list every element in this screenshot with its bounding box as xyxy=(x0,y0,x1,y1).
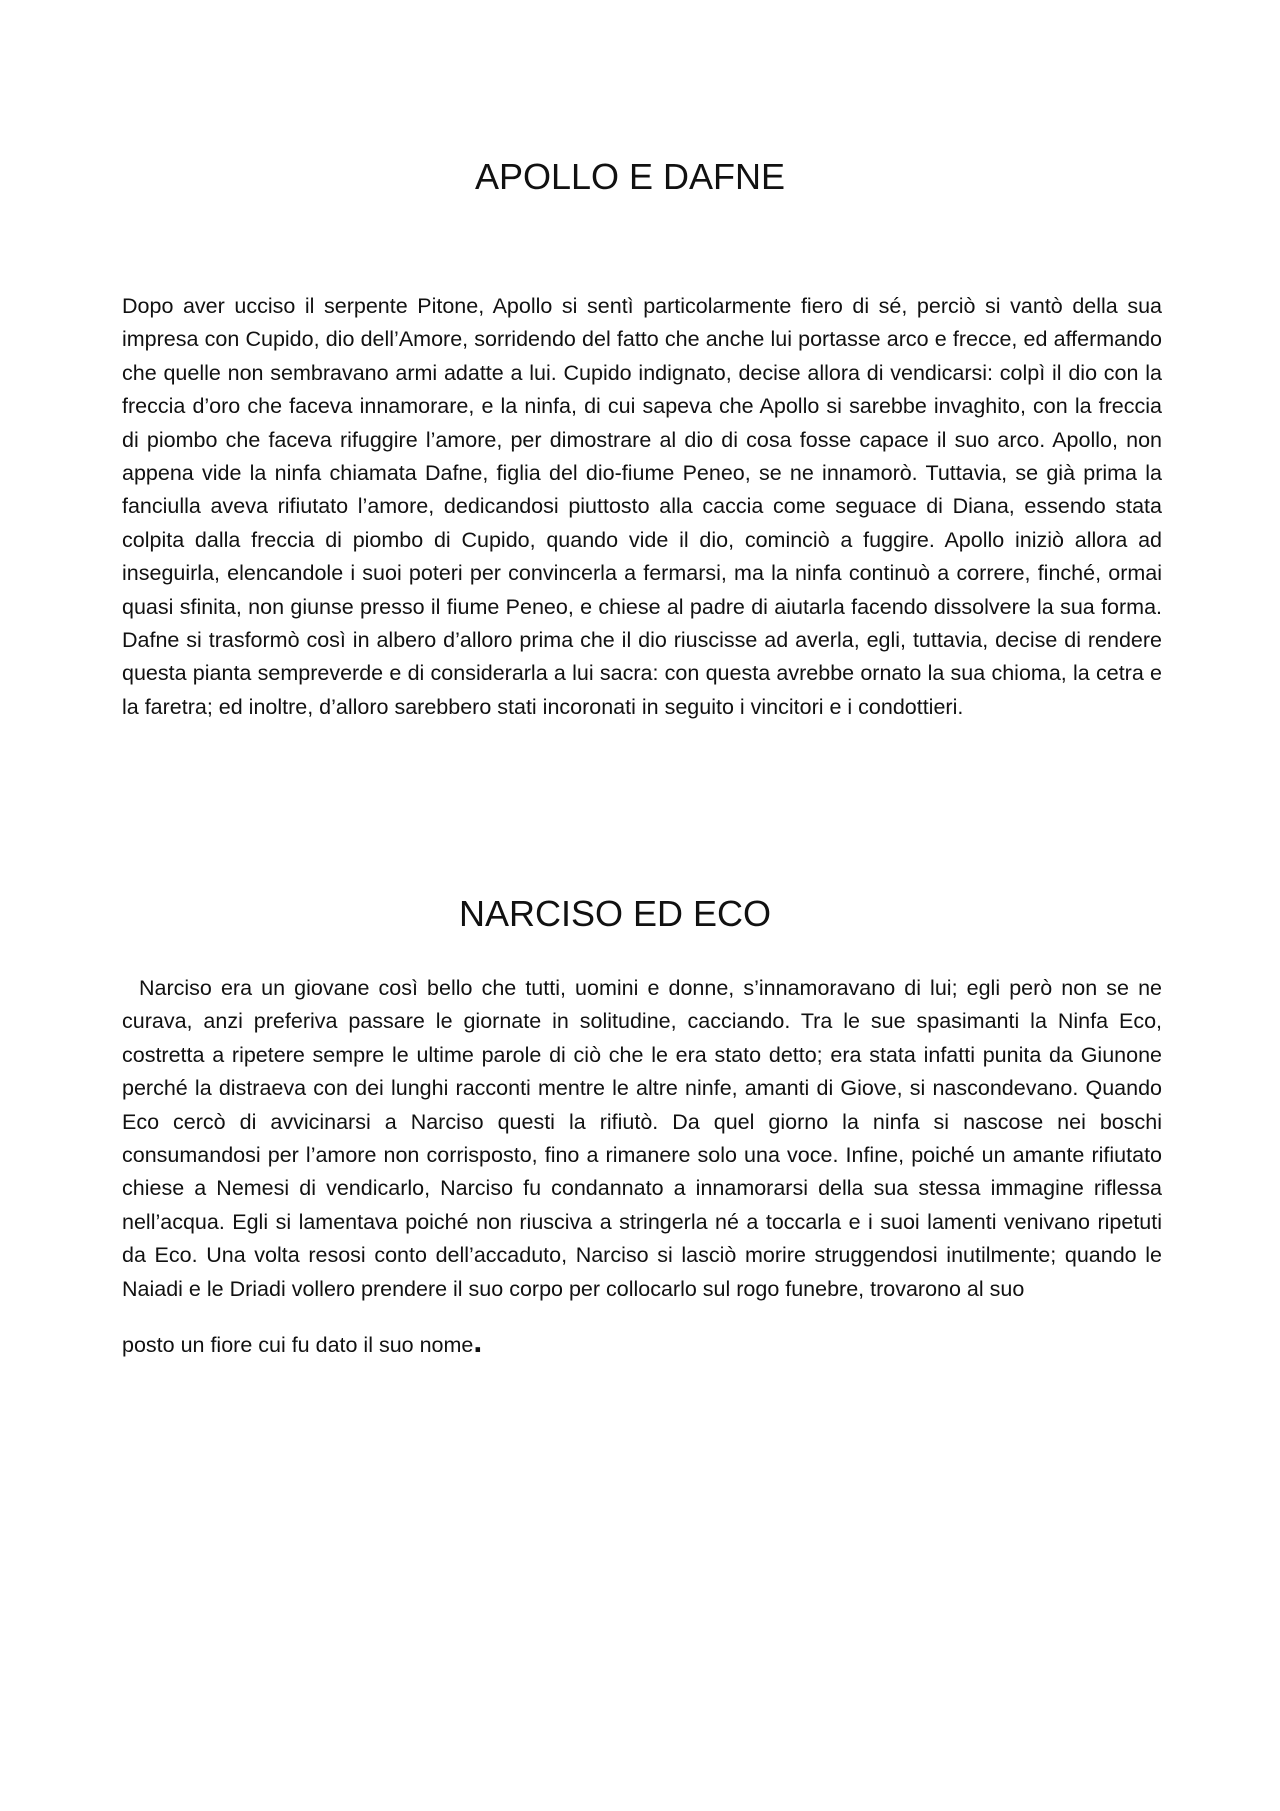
paragraph-narciso-ed-eco: Narciso era un giovane così bello che tutti, uomini e donne, s’innamoravano di lui; egli però non se ne curava, anzi preferiva passare le giornate in solitudine, cacciando. Tra le sue spasimanti la Ninfa Eco, costretta a ripetere sempre le ultime parole di ciò che le era stato detto; era stata infatti punita da Giunone perché la distraeva con dei lunghi racconti mentre le altre ninfe, amanti di Giove, si nascondevano. Quando Eco cercò di avvicinarsi a Narciso questi la rifiutò. Da quel giorno la ninfa si nascose nei boschi consumandosi per l’amore non corrisposto, fino a rimanere solo una voce. Infine, poiché un amante rifiutato chiese a Nemesi di vendicarlo, Narciso fu condannato a innamorarsi della sua stessa immagine riflessa nell’acqua. Egli si lamentava poiché non riusciva a stringerla né a toccarla e i suoi lamenti venivano ripetuti da Eco. Una volta resosi conto dell’accaduto, Narciso si lasciò morire struggendosi inutilmente; quando le Naiadi e le Driadi vollero prendere il suo corpo per collocarlo sul rogo funebre, trovarono al suo xyxy=(122,976,1162,1301)
paragraph-final-line xyxy=(122,1323,483,1362)
final-period: . xyxy=(473,1323,483,1359)
section-title-apollo-e-dafne: APOLLO E DAFNE xyxy=(474,156,786,197)
final-line-text: posto un fiore cui fu dato il suo nome xyxy=(122,1333,474,1357)
paragraph-apollo-e-dafne: Dopo aver ucciso il serpente Pitone, Apollo si sentì particolarmente fiero di sé, perciò si vantò della sua impresa con Cupido, dio dell’Amore, sorridendo del fatto che anche lui portasse arco e frecce, ed affermando che quelle non sembravano armi adatte a lui. Cupido indignato, decise allora di vendicarsi: colpì il dio con la freccia d’oro che faceva innamorare, e la ninfa, di cui sapeva che Apollo si sarebbe invaghito, con la freccia di piombo che faceva rifuggire l’amore, per dimostrare al dio di cosa fosse capace il suo arco. Apollo, non appena vide la ninfa chiamata Dafne, figlia del dio-fiume Peneo, se ne innamorò. Tuttavia, se già prima la fanciulla aveva rifiutato l’amore, dedicandosi piuttosto alla caccia come seguace di Diana, essendo stata colpita dalla freccia di piombo di Cupido, quando vide il dio, cominciò a fuggire. Apollo iniziò allora ad inseguirla, elencandole i suoi poteri per convincerla a fermarsi, ma la ninfa continuò a correre, finché, ormai quasi sfinita, non giunse presso il fiume Peneo, e chiese al padre di aiutarla facendo dissolvere la sua forma. Dafne si trasformò così in albero d’alloro prima che il dio riuscisse ad averla, egli, tuttavia, decise di rendere questa pianta sempreverde e di considerarla a lui sacra: con questa avrebbe ornato la sua chioma, la cetra e la faretra; ed inoltre, d’alloro sarebbero stati incoronati in seguito i vincitori e i condottieri. xyxy=(122,294,1162,719)
section-title-narciso-ed-eco: NARCISO ED ECO xyxy=(458,893,772,934)
